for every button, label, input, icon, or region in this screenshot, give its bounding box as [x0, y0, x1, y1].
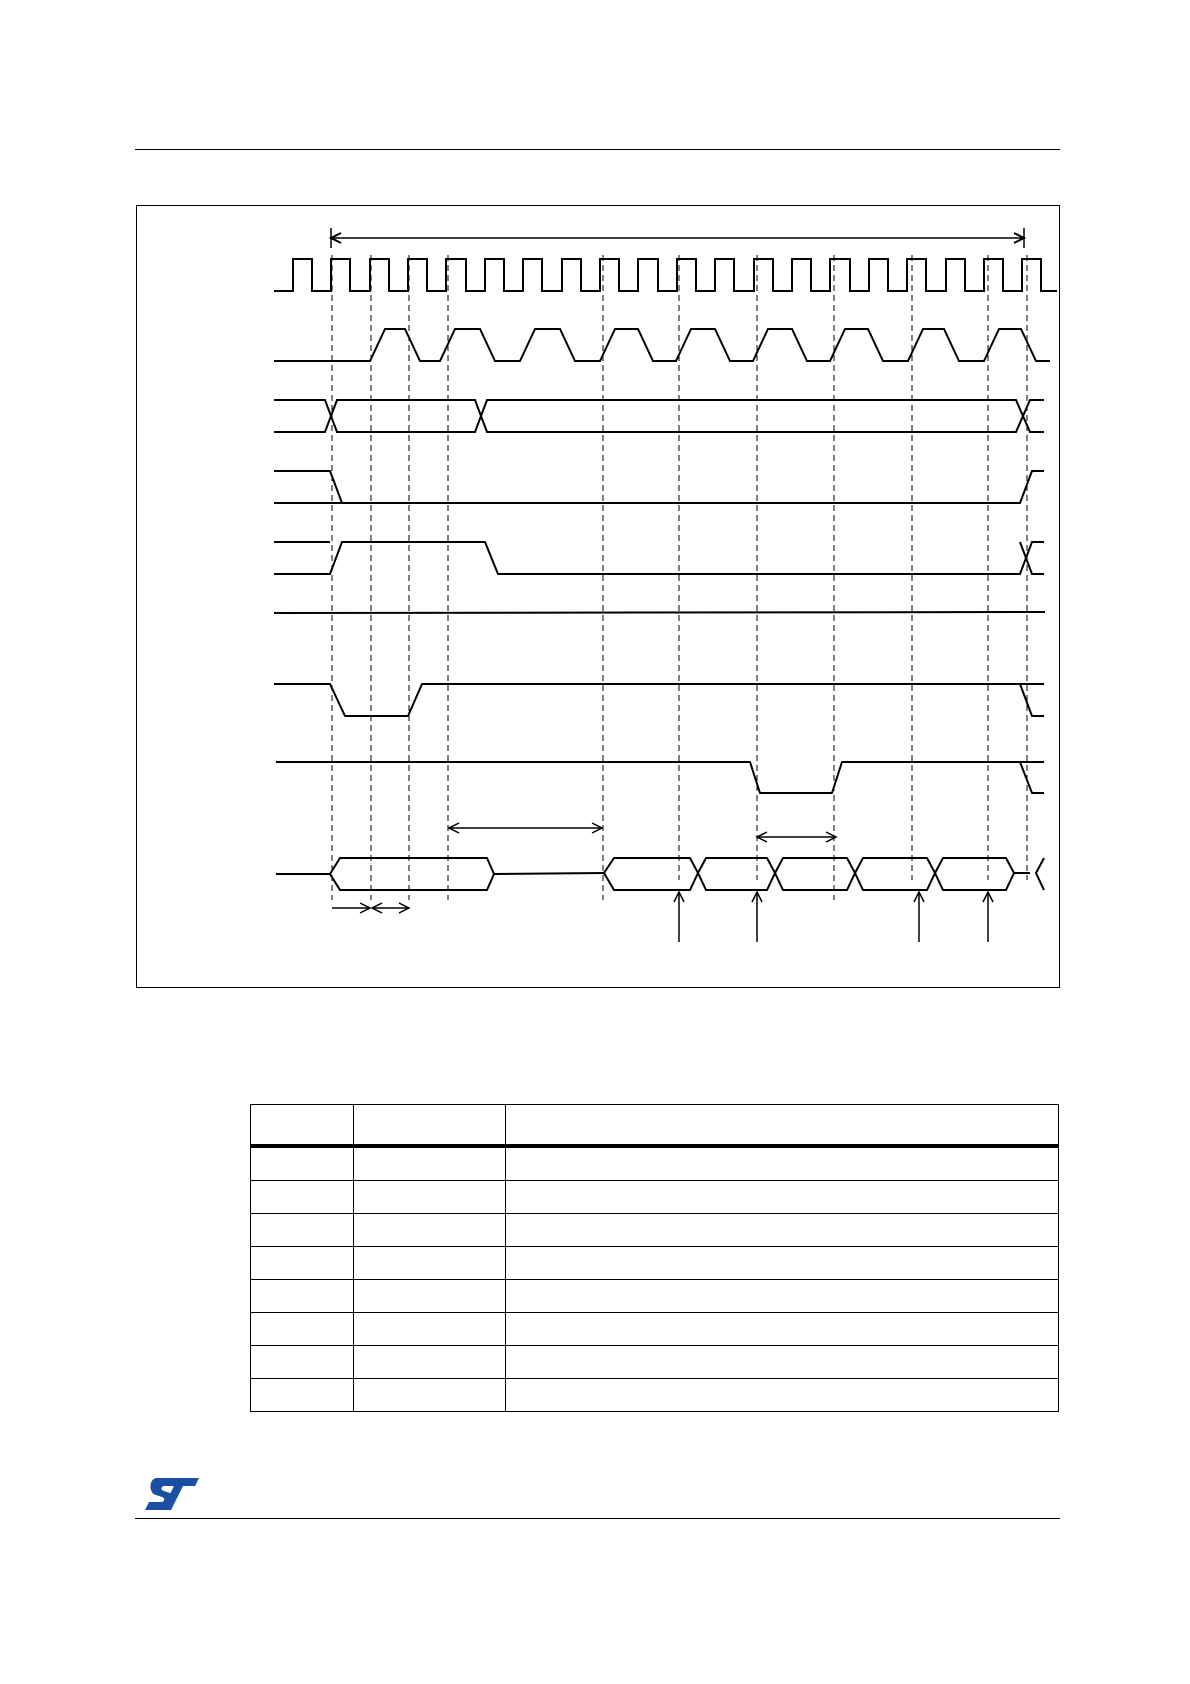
table-row [251, 1280, 1059, 1313]
address-bus-waveform [274, 400, 1044, 432]
table-header-cell [251, 1105, 354, 1147]
table-row [251, 1146, 1059, 1181]
table-row [251, 1346, 1059, 1379]
table-cell [354, 1181, 506, 1214]
table-cell [251, 1181, 354, 1214]
table-row [251, 1379, 1059, 1412]
table-cell [506, 1280, 1059, 1313]
signal-line-4 [274, 542, 1044, 574]
table-cell [354, 1346, 506, 1379]
table-cell [506, 1247, 1059, 1280]
table-cell [506, 1346, 1059, 1379]
signal-line-5 [274, 612, 1045, 613]
table-cell [251, 1214, 354, 1247]
period-arrow [331, 228, 1024, 248]
st-logo-icon [143, 1476, 201, 1512]
table-cell [354, 1313, 506, 1346]
table-cell [354, 1280, 506, 1313]
table-cell [506, 1379, 1059, 1412]
timing-table [250, 1104, 1059, 1412]
table-cell [251, 1146, 354, 1181]
table-cell [354, 1247, 506, 1280]
table-row [251, 1214, 1059, 1247]
table-header-row [251, 1105, 1059, 1147]
table-cell [251, 1346, 354, 1379]
table-header-cell [506, 1105, 1059, 1147]
signal-line-3 [274, 471, 1044, 503]
data-bus-waveform [276, 858, 1044, 890]
output-clock-waveform [274, 329, 1050, 361]
table-cell [251, 1280, 354, 1313]
table-cell [506, 1214, 1059, 1247]
table-row [251, 1181, 1059, 1214]
table-cell [506, 1181, 1059, 1214]
table-cell [251, 1313, 354, 1346]
footer-rule [135, 1518, 1060, 1519]
table-cell [354, 1214, 506, 1247]
table-header-cell [354, 1105, 506, 1147]
signal-line-7 [276, 762, 1044, 793]
clock-waveform [274, 259, 1057, 291]
table-cell [354, 1379, 506, 1412]
table-cell [354, 1146, 506, 1181]
table-cell [251, 1379, 354, 1412]
table-cell [506, 1313, 1059, 1346]
table-row [251, 1313, 1059, 1346]
table-row [251, 1247, 1059, 1280]
table-cell [506, 1146, 1059, 1181]
table-cell [251, 1247, 354, 1280]
signal-line-6 [274, 684, 1044, 716]
